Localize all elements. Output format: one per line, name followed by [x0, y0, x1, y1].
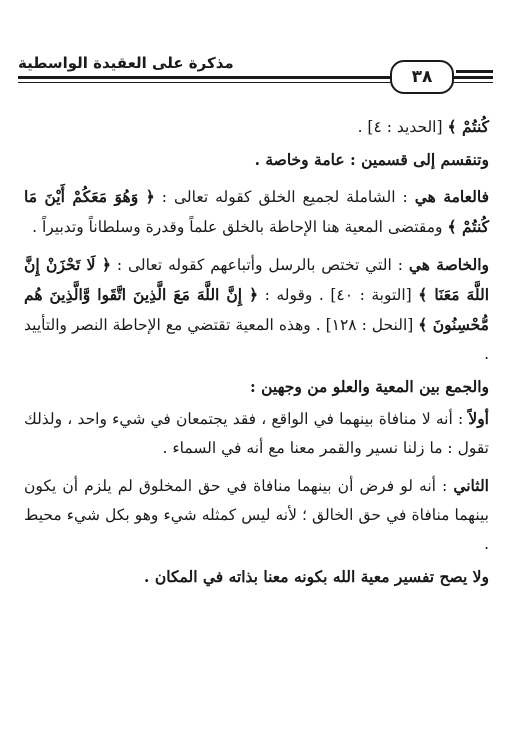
paragraph-specific-maiyya — [24, 250, 489, 369]
header-ornament-lines — [456, 70, 493, 84]
paragraph-second-point — [24, 471, 489, 559]
term-second: الثاني — [453, 476, 489, 495]
page-body — [24, 112, 489, 594]
quran-verse: ﴿ وَهُوَ مَعَكُمْ أَيْنَ مَا كُنتُمْ ﴾ — [24, 187, 489, 236]
ornament-line — [456, 70, 493, 73]
ornament-line — [456, 76, 493, 79]
general-text: : الشاملة لجميع الخلق كقوله تعالى : — [154, 188, 415, 206]
book-title: مذكرة على العقيدة الواسطية — [18, 54, 234, 72]
quran-verse: كُنتُمْ ﴾ — [447, 117, 489, 136]
division-text: وتنقسم إلى قسمين : عامة وخاصة . — [254, 150, 489, 169]
quran-verse: ﴿ لَا تَحْزَنْ إِنَّ اللَّهَ مَعَنَا ﴾ — [24, 255, 490, 304]
paragraph-general-maiyya — [24, 182, 489, 242]
paragraph-conclusion — [24, 562, 489, 591]
first-point-text: : أنه لا منافاة بينهما في الواقع ، فقد يجتمعان في شيء واحد ، ولذلك تقول : ما زلنا نسير والقمر معنا مع أنه في السماء . — [24, 410, 489, 457]
paragraph-combination — [24, 372, 489, 401]
specific-text-cont: [التوبة : ٤٠] . وقوله : — [258, 286, 419, 304]
specific-text-end: [النحل : ١٢٨] . وهذه المعية تقتضي مع الإحاطة النصر والتأييد . — [24, 316, 489, 363]
term-specific: والخاصة هي — [408, 255, 489, 274]
paragraph-first-point — [24, 404, 489, 463]
general-text-cont: ومقتضى المعية هنا الإحاطة بالخلق علماً وقدرة وسلطاناً وتدبيراً . — [32, 218, 448, 236]
paragraph-verse-end — [24, 112, 489, 142]
conclusion-text: ولا يصح تفسير معية الله بكونه معنا بذاته في المكان . — [144, 567, 489, 586]
specific-text: : التي تختص بالرسل وأتباعهم كقوله تعالى : — [110, 256, 409, 274]
term-first: أولاً — [468, 409, 489, 428]
verse-reference: [الحديد : ٤] . — [357, 118, 448, 136]
paragraph-division — [24, 145, 489, 174]
term-general: فالعامة هي — [414, 187, 489, 206]
combination-text: والجمع بين المعية والعلو من وجهين : — [250, 377, 489, 396]
page-header — [18, 48, 493, 88]
quran-verse: ﴿ إِنَّ اللَّهَ مَعَ الَّذِينَ اتَّقَوا وَّالَّذِينَ هُم مُّحْسِنُونَ ﴾ — [24, 285, 489, 334]
page-number: ٣٨ — [390, 60, 454, 94]
second-point-text: : أنه لو فرض أن بينهما منافاة في حق المخلوق لم يلزم أن يكون بينهما منافاة في حق الخالق ؛ لأنه ليس كمثله شيء وهو بكل شيء محيط . — [24, 477, 489, 553]
